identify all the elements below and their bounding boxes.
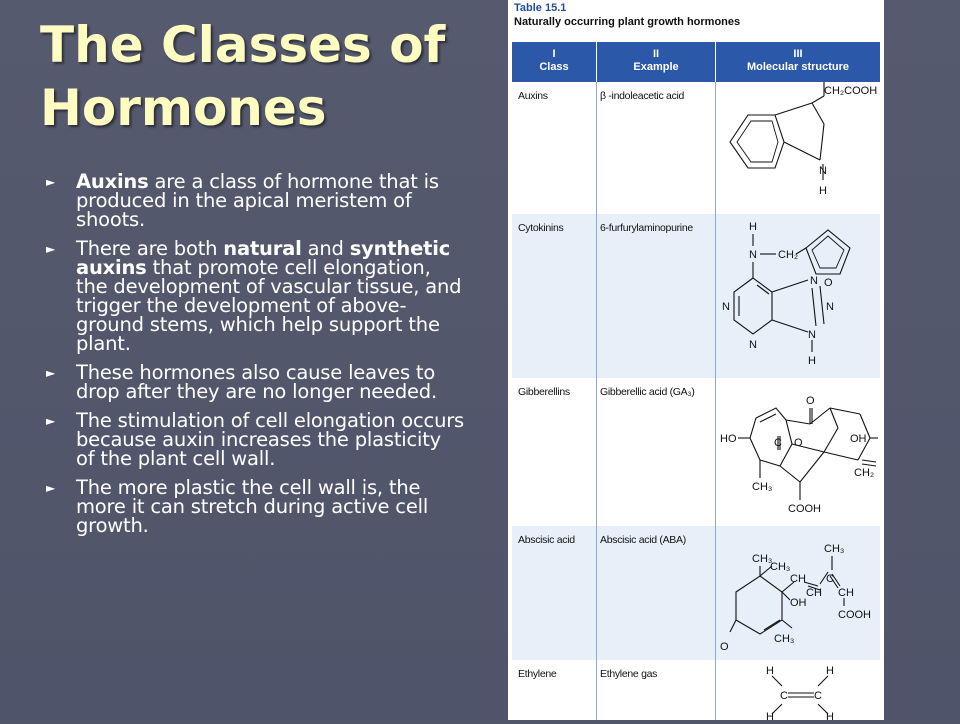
row-example: Gibberellic acid (GA₃)	[600, 386, 695, 398]
bullet-text: The stimulation of cell elongation occurs because auxin increases the plasticity of the plant cell wall.	[76, 409, 464, 470]
gibberellin-structure	[720, 378, 880, 530]
bullet-list	[46, 172, 464, 545]
bullet-arrow-icon: ►	[46, 414, 56, 428]
auxin-n: N	[819, 165, 827, 177]
column-divider	[715, 82, 716, 720]
header-class-name: Class	[539, 61, 569, 73]
cyto-ch2: CH₂	[778, 249, 799, 261]
aba-ch-a: CH	[790, 573, 806, 585]
bullet-text: There are both	[76, 237, 224, 260]
aba-ch3-a: CH₃	[752, 553, 773, 565]
auxin-h: H	[819, 185, 827, 197]
eth-h1: H	[766, 665, 774, 677]
table-caption: Naturally occurring plant growth hormones	[514, 16, 741, 28]
bullet-item	[46, 363, 464, 401]
aba-cooh: COOH	[838, 609, 871, 621]
bullet-arrow-icon: ►	[46, 481, 56, 495]
bullet-item	[46, 239, 464, 353]
row-class: Gibberellins	[518, 386, 570, 398]
bullet-item	[46, 478, 464, 535]
aba-o: O	[720, 641, 729, 653]
row-example: Ethylene gas	[600, 668, 658, 680]
header-structure-name: Molecular structure	[746, 61, 850, 73]
eth-h4: H	[826, 711, 834, 723]
header-structure-num: III	[793, 48, 803, 60]
auxin-structure	[720, 84, 880, 216]
cyto-n5: N	[808, 329, 816, 341]
table-header	[512, 42, 880, 82]
bullet-item	[46, 411, 464, 468]
eth-h3: H	[766, 711, 774, 723]
slide-title: The Classes of Hormones	[40, 16, 446, 137]
bullet-item	[46, 172, 464, 229]
aba-ch3-c: CH₃	[824, 543, 845, 555]
aba-ch-c: CH	[838, 587, 854, 599]
cytokinin-structure	[720, 216, 880, 380]
table-body	[512, 82, 880, 723]
gib-o-top: O	[806, 395, 815, 407]
cyto-n4: N	[826, 301, 834, 313]
bullet-text: are a class of hormone that is produced in the apical meristem of shoots.	[76, 170, 439, 231]
table-row	[512, 378, 880, 526]
header-structure	[716, 42, 880, 82]
eth-c2: C	[814, 690, 822, 702]
row-example: Abscisic acid (ABA)	[600, 534, 686, 546]
row-class: Ethylene	[518, 668, 557, 680]
column-divider	[596, 82, 597, 720]
cyto-n3: N	[810, 275, 818, 287]
bullet-arrow-icon: ►	[46, 242, 56, 256]
row-class: Cytokinins	[518, 222, 564, 234]
aba-ch-b: CH	[806, 587, 822, 599]
header-class-num: I	[552, 48, 556, 60]
gib-cooh: COOH	[788, 503, 821, 515]
row-example: β -indoleacetic acid	[600, 90, 685, 102]
row-class: Auxins	[518, 90, 548, 102]
table-label: Table 15.1	[514, 2, 567, 14]
bullet-text: that promote cell elongation, the development of vascular tissue, and trigger the development of above-ground stems, which help support the plant.	[76, 256, 462, 355]
cyto-h-top: H	[749, 221, 757, 233]
aba-ch3-b: CH₃	[770, 561, 791, 573]
hormone-table	[508, 0, 884, 723]
bullet-bold-text: natural	[223, 237, 302, 260]
gib-oh: OH	[850, 433, 867, 445]
header-class	[512, 42, 596, 82]
bullet-text: and	[301, 237, 350, 260]
gib-ch3: CH₃	[752, 481, 773, 493]
table-row	[512, 526, 880, 660]
bullet-bold-text: synthetic auxins	[76, 237, 451, 279]
aba-oh: OH	[790, 597, 807, 609]
header-example-num: II	[652, 48, 660, 60]
cyto-h-bottom: H	[808, 355, 816, 367]
table-row	[512, 214, 880, 378]
eth-c1: C	[780, 690, 788, 702]
gib-c: C	[774, 437, 782, 449]
bullet-text: The more plastic the cell wall is, the more it can stretch during active cell growth.	[76, 476, 429, 537]
cyto-n1: N	[722, 301, 730, 313]
eth-h2: H	[826, 665, 834, 677]
auxin-ch2cooh: CH₂COOH	[824, 85, 878, 97]
aba-c: C	[826, 573, 834, 585]
gib-ch2: CH₂	[854, 467, 875, 479]
abscisic-structure	[720, 526, 880, 664]
aba-ch3-d: CH₃	[774, 633, 795, 645]
gib-o: O	[794, 437, 803, 449]
bullet-bold-text: Auxins	[76, 170, 149, 193]
bullet-arrow-icon: ►	[46, 366, 56, 380]
cyto-o: O	[824, 277, 833, 289]
header-example	[597, 42, 715, 82]
row-example: 6-furfurylaminopurine	[600, 222, 693, 234]
cyto-n-top: N	[749, 249, 757, 261]
bullet-arrow-icon: ►	[46, 175, 56, 189]
header-example-name: Example	[633, 61, 679, 73]
cyto-n2: N	[749, 339, 757, 351]
table-row	[512, 660, 880, 723]
bullet-text: These hormones also cause leaves to drop after they are no longer needed.	[76, 361, 437, 403]
gib-ho: HO	[720, 433, 737, 445]
row-class: Abscisic acid	[518, 534, 575, 546]
ethylene-structure	[720, 662, 834, 724]
table-row	[512, 82, 880, 214]
